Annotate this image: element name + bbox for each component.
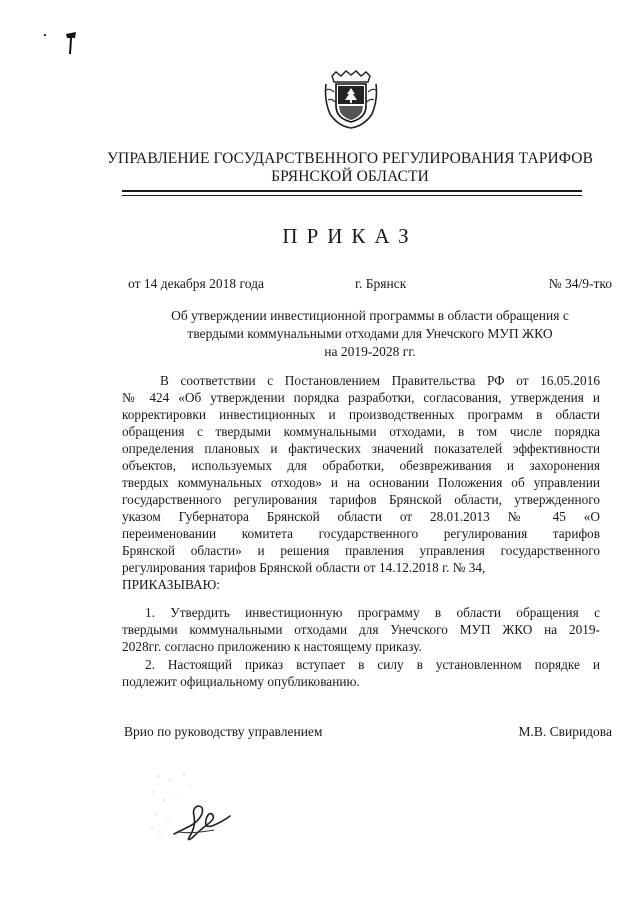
body-line: обращения с твердыми коммунальными отходами, в том числе порядка [122, 424, 600, 439]
org-name-line2: БРЯНСКОЙ ОБЛАСТИ [271, 168, 429, 185]
body-line: регулирования тарифов Брянской области от 14.12.2018 г. № 34, [122, 560, 486, 575]
handwritten-signature [168, 796, 238, 846]
body-line: Брянской области» и решения правления управления государственного [122, 543, 600, 558]
order-number: № 34/9-тко [548, 276, 612, 291]
order-item: твердыми коммунальными отходами для Унечского МУП ЖКО на 2019- [122, 622, 600, 637]
bryansk-coat-of-arms-icon [322, 70, 380, 130]
document-title: ПРИКАЗ [282, 224, 418, 248]
order-city: г. Брянск [355, 276, 407, 291]
org-name-line1: УПРАВЛЕНИЕ ГОСУДАРСТВЕННОГО РЕГУЛИРОВАНИЯ ТАРИФОВ [106, 150, 594, 167]
order-directive: ПРИКАЗЫВАЮ: [122, 577, 220, 592]
order-item: 1. Утвердить инвестиционную программу в области обращения с [145, 605, 600, 620]
body-line: корректировки инвестиционных и производственных программ в области [122, 407, 600, 422]
subject-line: твердыми коммунальными отходами для Унечского МУП ЖКО [187, 326, 553, 341]
header-rule-thin [122, 195, 582, 196]
order-item: подлежит официальному опубликованию. [122, 674, 360, 689]
body-line: государственного регулирования тарифов Брянской области, утвержденного [122, 492, 600, 507]
scan-dot [44, 34, 46, 36]
signer-name: М.В. Свиридова [518, 724, 612, 739]
order-date: от 14 декабря 2018 года [128, 276, 264, 291]
body-line: определения плановых и фактических значений показателей эффективности [122, 441, 600, 456]
body-line: указом Губернатора Брянской области от 28.01.2013 № 45 «О [122, 509, 600, 524]
subject-line: Об утверждении инвестиционной программы в области обращения с [171, 308, 569, 323]
body-line: В соответствии с Постановлением Правительства РФ от 16.05.2016 [160, 373, 600, 388]
body-line: объектов, используемых для обработки, обезвреживания и захоронения [122, 458, 600, 473]
scan-mark-icon [64, 30, 78, 56]
body-line: твердых коммунальных отходов» и на основании Положения об управлении [122, 475, 600, 490]
order-item: 2028гг. согласно приложению к настоящему приказу. [122, 639, 422, 654]
body-line: № 424 «Об утверждении порядка разработки, согласования, утверждения и [122, 390, 600, 405]
body-line: переименовании комитета государственного регулирования тарифов [122, 526, 600, 541]
header-rule-thick [122, 190, 582, 192]
subject-line: на 2019-2028 гг. [324, 344, 416, 359]
signer-position: Врио по руководству управлением [124, 724, 323, 739]
order-item: 2. Настоящий приказ вступает в силу в установленном порядке и [145, 657, 600, 672]
